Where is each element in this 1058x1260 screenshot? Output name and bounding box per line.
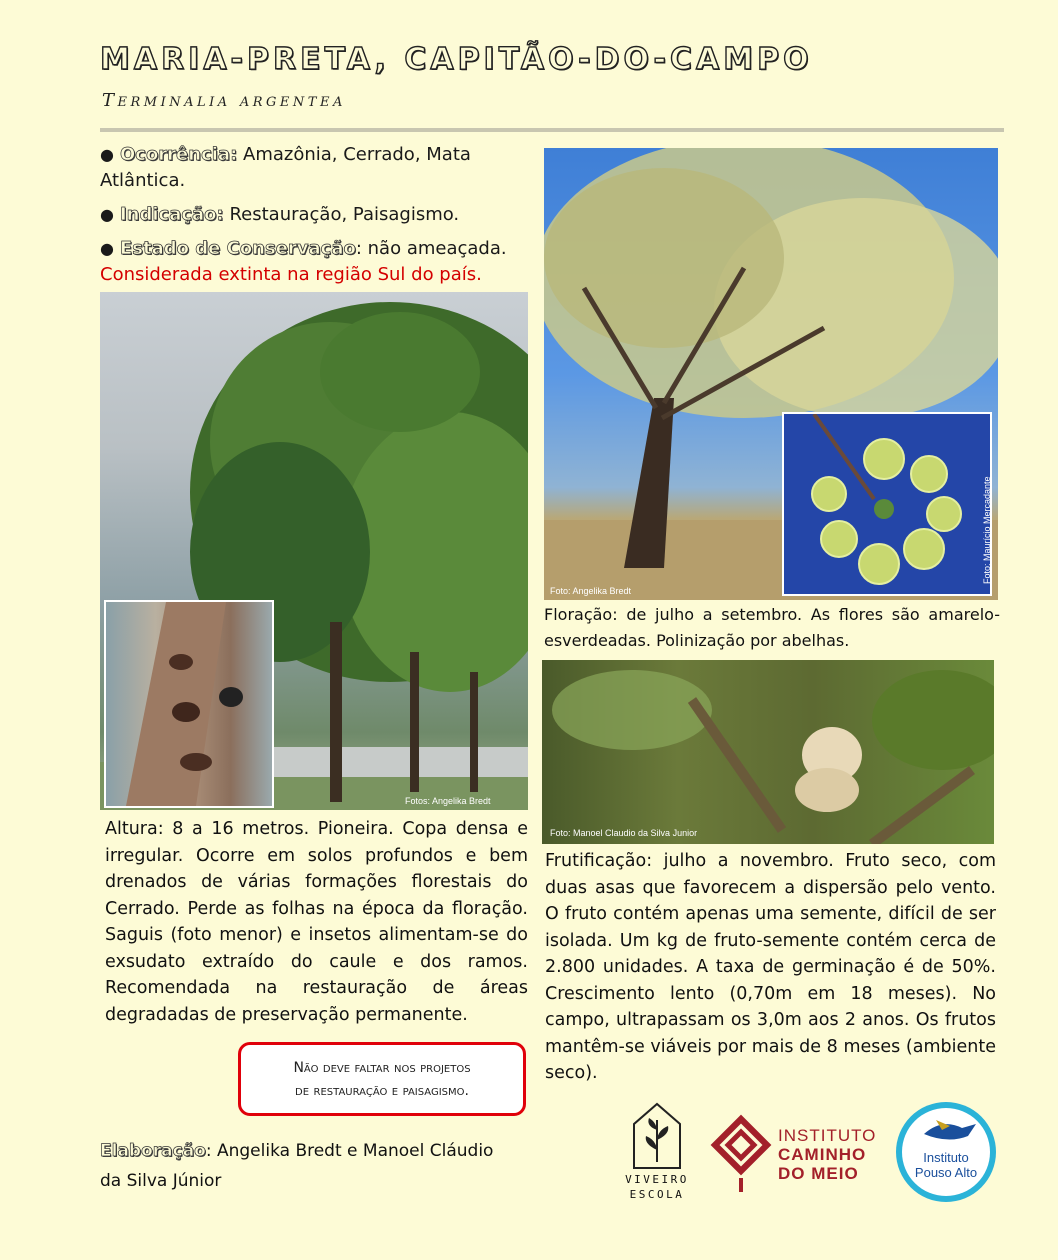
pouso-alto-logo: [896, 1102, 996, 1202]
info-conservation: [100, 236, 530, 288]
flowering-tree-photo: [544, 148, 998, 600]
callout-line-1: Não deve faltar nos projetos: [293, 1060, 471, 1076]
pouso-line-1: Instituto: [923, 1150, 969, 1165]
restoration-callout: [238, 1042, 526, 1116]
callout-line-2: de restauração e paisagismo.: [295, 1083, 469, 1099]
conservation-value: : não ameaçada.: [355, 238, 507, 259]
fruiting-paragraph: Frutificação: julho a novembro. Fruto seco, com duas asas que favorecem a dispersão pelo vento. O fruto contém apenas uma semente, difícil de ser isolada. Um kg de fruto-semente contém cerca de 2.800 unidades. A taxa de germinação é de 50%. Crescimento lento (0,70m em 18 meses). No campo, ultrapassam os 3,0m aos 2 anos. Os frutos mantêm-se viáveis por mais de 8 meses (ambiente seco).: [545, 851, 996, 1083]
endless-knot-icon: [708, 1112, 774, 1194]
main-tree-photo: [100, 292, 528, 810]
caminho-do-meio-logo: [708, 1112, 878, 1194]
header-divider: [100, 128, 1004, 132]
fruit-photo-credit: Foto: Manoel Claudio da Silva Junior: [550, 828, 698, 838]
flower-closeup-credit: Foto: Maurício Mercadante: [982, 476, 992, 584]
bullet-icon: ●: [100, 145, 114, 164]
scientific-name: Terminalia argentea: [102, 90, 346, 111]
description-paragraph: Altura: 8 a 16 metros. Pioneira. Copa densa e irregular. Ocorre em solos profundos e bem drenados de várias formações florestais do Cerrado. Perde as folhas na época da floração. Saguis (foto menor) e insetos alimentam-se do exsudato extraído do caule e dos ramos. Recomendada na restauração de áreas degradadas de preservação permanente.: [105, 819, 528, 1025]
credits-value: : Angelika Bredt e Manoel Cláudio da Silva Júnior: [100, 1141, 494, 1191]
conservation-label: Estado de Conservação: [119, 238, 356, 259]
credits-label: Elaboração: [100, 1141, 206, 1161]
info-occurrence: [100, 142, 520, 194]
indication-label: Indicação:: [119, 204, 224, 225]
caminho-line-1: INSTITUTO: [778, 1126, 877, 1145]
bird-icon: [902, 1114, 990, 1154]
occurrence-value: Amazônia, Cerrado, Mata Atlântica.: [100, 144, 471, 191]
info-indication: [100, 202, 520, 228]
flower-tree-credit: Foto: Angelika Bredt: [550, 586, 632, 596]
seedling-icon: [622, 1100, 692, 1170]
authorship-credits: [100, 1136, 520, 1196]
bullet-icon: ●: [100, 239, 114, 258]
bullet-icon: ●: [100, 205, 114, 224]
viveiro-escola-logo: [622, 1100, 692, 1204]
fruit-photo: [542, 660, 994, 844]
caminho-line-3: DO MEIO: [778, 1164, 859, 1183]
escola-word: ESCOLA: [629, 1188, 685, 1201]
bark-inset-photo: [104, 600, 274, 808]
pouso-line-2: Pouso Alto: [914, 1165, 978, 1180]
occurrence-label: Ocorrência:: [119, 144, 238, 165]
flowering-caption: Floração: de julho a setembro. As flores são amarelo-esverdeadas. Polinização por abelhas.: [544, 605, 1000, 650]
indication-value: Restauração, Paisagismo.: [223, 204, 460, 225]
conservation-note: Considerada extinta na região Sul do país.: [100, 264, 482, 285]
main-photo-credit: Fotos: Angelika Bredt: [405, 796, 491, 806]
viveiro-word: VIVEIRO: [625, 1173, 689, 1186]
flower-closeup-inset: [782, 412, 992, 596]
caminho-line-2: CAMINHO: [778, 1145, 867, 1164]
page-title: MARIA-PRETA, CAPITÃO-DO-CAMPO: [100, 42, 813, 77]
